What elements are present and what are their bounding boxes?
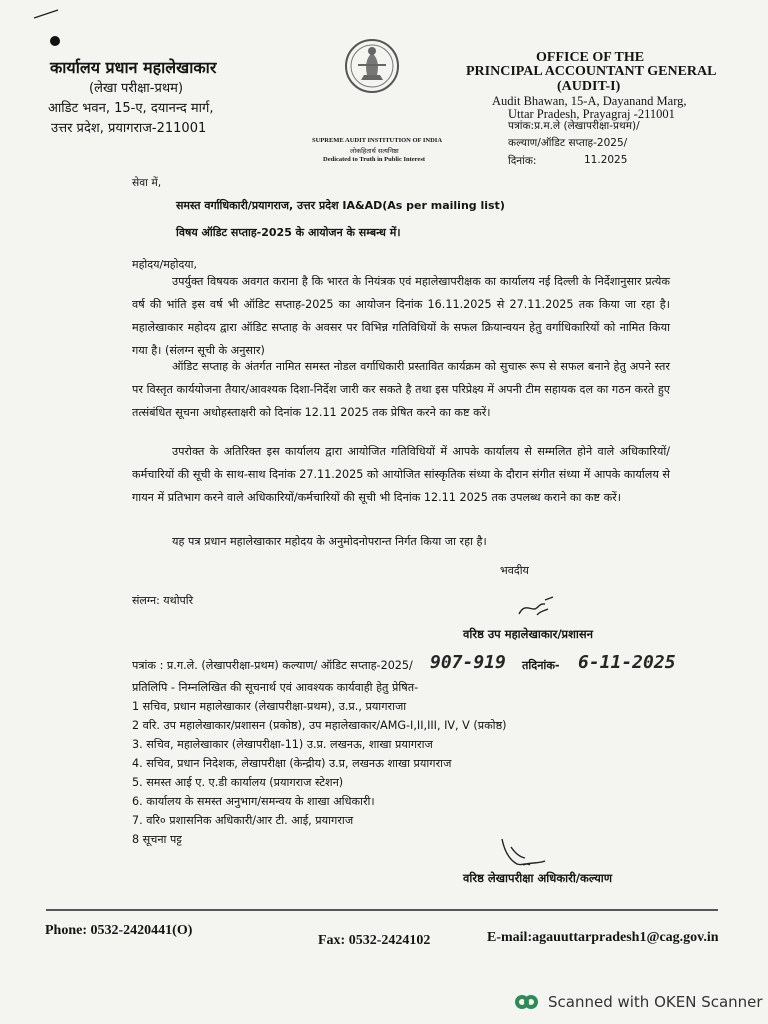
english-office-title-1: OFFICE OF THE [536,50,645,65]
copy-list-item: 6. कार्यालय के समस्त अनुभाग/समन्वय के शाखा अधिकारी। [132,795,375,808]
body-paragraph-3: उपरोक्त के अतिरिक्त इस कार्यालय द्वारा आयोजित गतिविधियों में आपके कार्यालय से सम्मलित होने वाले अधिकारियों/कर्मचारियों की सूची के साथ-साथ दिनांक 27.11.2025 को आयोजित सांस्कृतिक संध्या के दौरान संगीत संध्या में आपके कार्यालय से गायन में प्रतिभाग करने वाले अधिकारियों/कर्मचारियों की सूची भी दिनांक 12.11 2025 तक उपलब्ध कराने का कष्ट करें। [132,445,670,504]
scanner-watermark [514,991,763,1013]
copy-list-item: 7. वरि० प्रशासनिक अधिकारी/आर टी. आई, प्रयागराज [132,814,354,827]
recipient-line: समस्त वर्गाधिकारी/प्रयागराज, उत्तर प्रदेश IA&AD(As per mailing list) [176,199,505,212]
closing: भवदीय [500,564,529,577]
signatory-welfare: वरिष्ठ लेखापरीक्षा अधिकारी/कल्याण [463,871,613,885]
hindi-office-subtitle: (लेखा परीक्षा-प्रथम) [89,81,184,96]
corner-mark [34,10,58,18]
emblem-caption-3: Dedicated to Truth in Public Interest [323,156,426,163]
salutation-to: सेवा में, [132,176,162,189]
signatory-admin: वरिष्ठ उप महालेखाकार/प्रशासन [463,627,594,641]
reference-line: पत्रांक:प्र.म.ले (लेखापरीक्षा-प्रथम)/ [508,120,640,132]
body-paragraph-2: ऑडिट सप्ताह के अंतर्गत नामित समस्त नोडल वर्गाधिकारी प्रस्तावित कार्यक्रम को सुचारू रूप से सफल बनाने हेतु अपने स्तर पर विस्तृत कार्ययोजना तैयार/आवश्यक दिशा-निर्देश जारी कर सकते है तथा इस परिप्रेक्ष्य में अपनी टीम सहायक दल का गठन करते हुए तत्संबंधित सूचना अधोहस्ताक्षरी को दिनांक 12.11 2025 तक प्रेषित करने का कष्ट करें। [132,360,670,419]
reference-line-2: कल्याण/ऑडिट सप्ताह-2025/ [508,137,628,149]
signature-icon [514,594,558,622]
english-address-line-1: Audit Bhawan, 15-A, Dayanand Marg, [492,94,687,108]
emblem-caption-2: लोकहितार्थ सत्यनिष्ठा [350,147,399,155]
emblem-caption-1: SUPREME AUDIT INSTITUTION OF INDIA [312,137,443,144]
date-value: 11.2025 [584,154,628,166]
date-label: दिनांक: [508,155,537,167]
english-address-line-2: Uttar Pradesh, Prayagraj -211001 [508,107,675,121]
emblem-icon [336,36,408,134]
copy-reference-handwritten: 907-919 [430,652,506,673]
attachment-note: संलग्न: यथोपरि [132,594,194,607]
phone-number: Phone: 0532-2420441(O) [45,923,193,938]
english-office-title-3: (AUDIT-I) [557,79,621,94]
punch-hole-dot [50,36,60,46]
body-paragraph-1: उपर्युक्त विषयक अवगत कराना है कि भारत के नियंत्रक एवं महालेखापरीक्षक का कार्यालय नई दिल्ली के निर्देशानुसार प्रत्येक वर्ष की भांति इस वर्ष भी ऑडिट सप्ताह-2025 का आयोजन दिनांक 16.11.2025 से 27.11.2025 तक किया जा रहा है। महालेखाकार महोदय द्वारा ऑडिट सप्ताह के अवसर पर विभिन्न गतिविधियों के सफल क्रियान्वयन हेतु वर्गाधिकारियों को नामित किया गया है। (संलग्न सूची के अनुसार) [132,275,670,357]
english-office-title-2: PRINCIPAL ACCOUNTANT GENERAL [466,64,717,79]
copy-date-label: तदिनांक- [522,659,560,672]
copy-list [132,697,507,849]
copy-intro: प्रतिलिपि - निम्नलिखित की सूचनार्थ एवं आवश्यक कार्यवाही हेतु प्रेषित- [132,681,419,694]
copy-list-item: 8 सूचना पट्ट [132,833,182,846]
hindi-address-line-1: आडिट भवन, 15-ए, दयानन्द मार्ग, [48,101,214,116]
copy-list-item: 1 सचिव, प्रधान महालेखाकार (लेखापरीक्षा-प्रथम), उ.प्र., प्रयागराजा [132,700,407,713]
hindi-address-line-2: उत्तर प्रदेश, प्रयागराज-211001 [51,121,207,136]
email-address: E-mail:agauuttarpradesh1@cag.gov.in [487,930,719,945]
scanner-watermark-text: Scanned with OKEN Scanner [548,993,763,1011]
copy-list-item: 3. सचिव, महालेखाकार (लेखापरीक्षा-11) उ.प्र. लखनऊ, शाखा प्रयागराज [132,738,433,751]
salutation: महोदय/महोदया, [132,258,198,271]
body-paragraph-4: यह पत्र प्रधान महालेखाकार महोदय के अनुमोदनोपरान्त निर्गत किया जा रहा है। [172,535,487,548]
copy-reference-prefix: पत्रांक : प्र.ग.ले. (लेखापरीक्षा-प्रथम) कल्याण/ ऑडिट सप्ताह-2025/ [132,659,413,672]
copy-list-item: 2 वरि. उप महालेखाकार/प्रशासन (प्रकोष्ठ), उप महालेखाकार/AMG-I,II,III, IV, V (प्रकोष्ठ) [132,719,507,732]
subject-line: विषय ऑडिट सप्ताह-2025 के आयोजन के सम्बन्ध में। [176,226,401,239]
fax-number: Fax: 0532-2424102 [318,933,431,948]
copy-date-handwritten: 6-11-2025 [578,652,676,673]
oken-scanner-icon [514,991,540,1013]
copy-list-item: 5. समस्त आई ए. ए.डी कार्यालय (प्रयागराज स्टेशन) [132,776,344,789]
copy-list-item: 4. सचिव, प्रधान निदेशक, लेखापरीक्षा (केन्द्रीय) उ.प्र, लखनऊ शाखा प्रयागराज [132,757,452,770]
hindi-office-title: कार्यालय प्रधान महालेखाकार [50,58,217,77]
